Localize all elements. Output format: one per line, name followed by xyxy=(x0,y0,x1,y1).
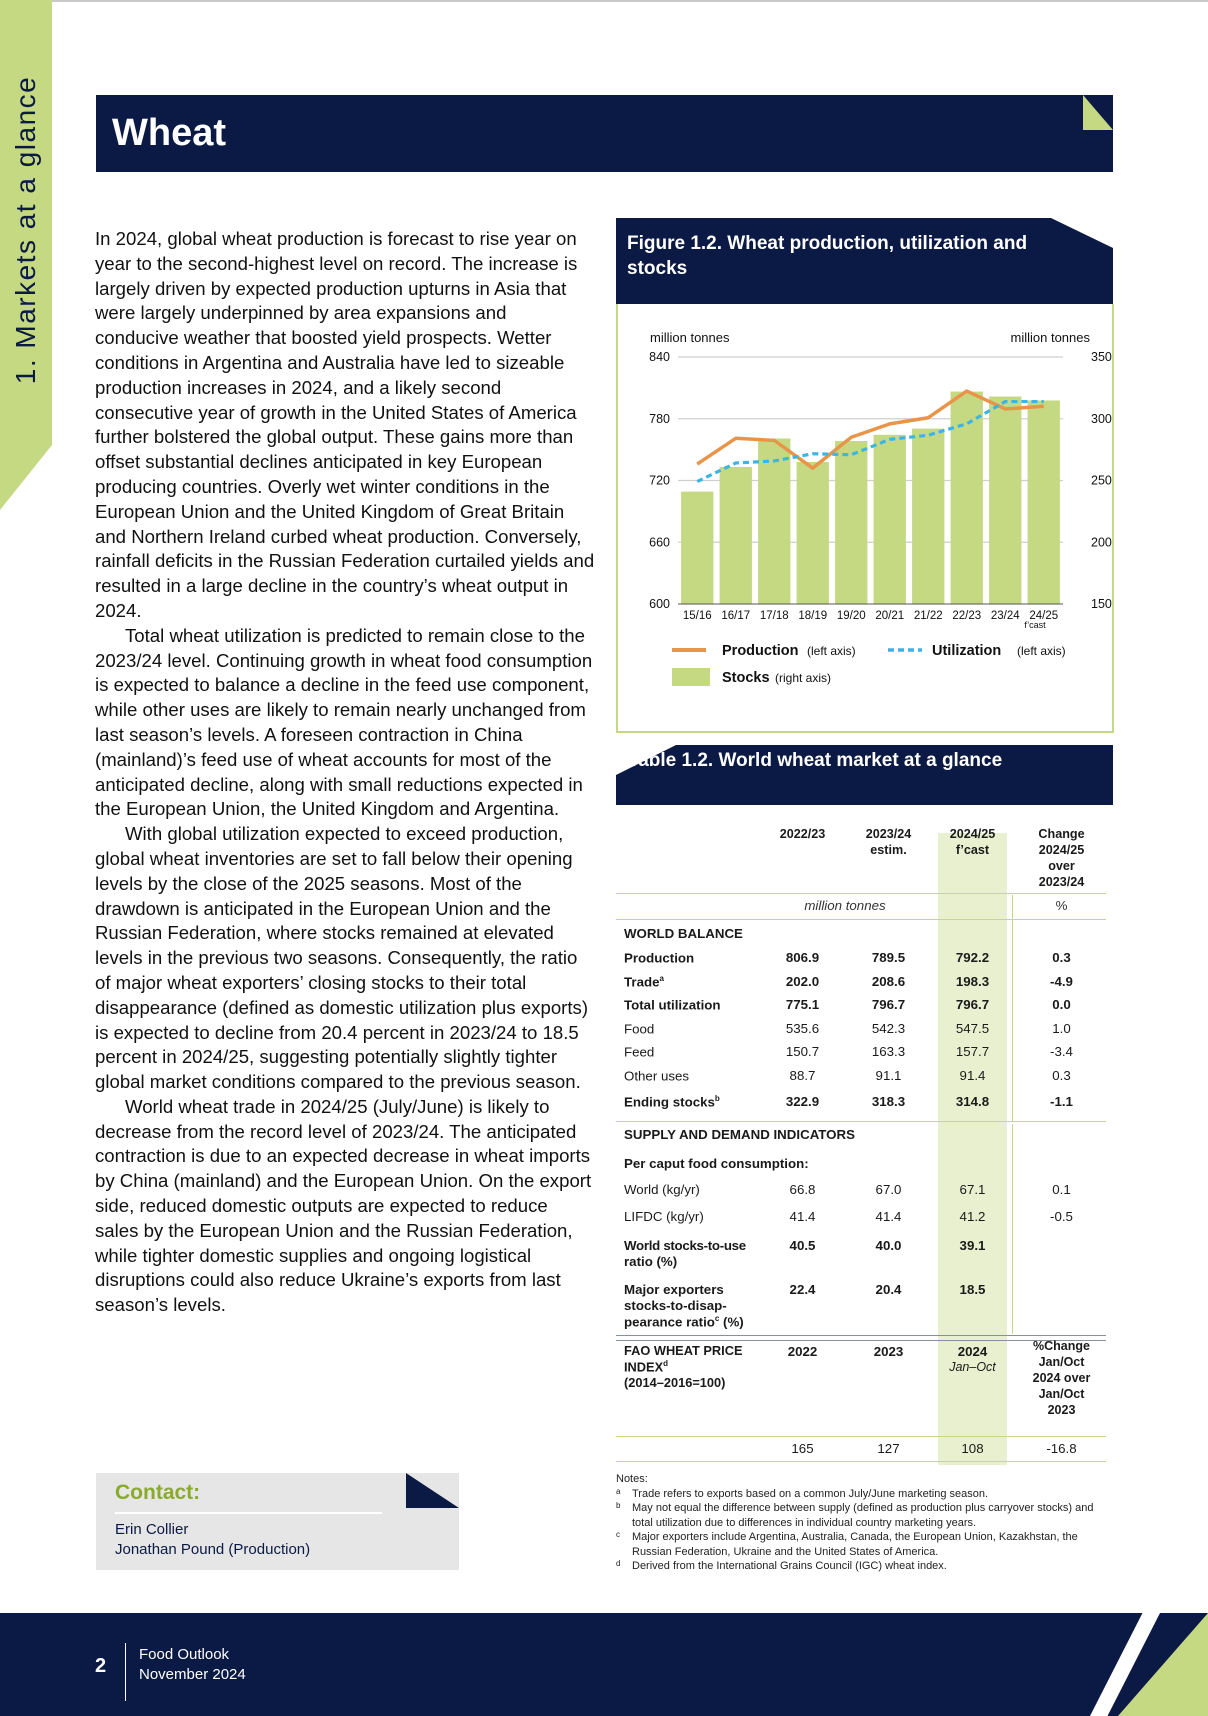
wheat-chart xyxy=(616,304,1112,729)
table-cell: 547.5 xyxy=(955,1020,990,1036)
table-cell: 66.8 xyxy=(789,1182,816,1197)
table-cell: 792.2 xyxy=(955,950,990,965)
y2-tick-label: 300 xyxy=(1091,411,1112,426)
paragraph-2: Total wheat utilization is predicted to remain close to the 2023/24 level. Continuing growth in wheat food consumption is expected to balance a decline in the feed use component, while other uses are likely to remain nearly unchanged from last season’s levels. A foreseen contraction in China (mainland)’s feed use of wheat accounts for most of the anticipated decline, along with small reductions expected in the European Union, the United Kingdom and Argentina. xyxy=(95,624,593,820)
paragraph-1: In 2024, global wheat production is forecast to rise year on year to the second-highest level on record. The increase is largely driven by expected production upturns in Asia that were largely underpinned by area expansions and conducive weather that boosted yield prospects. Wetter conditions in Argentina and Australia have led to sizeable production increases in 2024, and a likely second consecutive year of growth in the United States of America further bolstered the global output. These gains more than offset substantial declines anticipated in key European producing countries. Overly wet winter conditions in the European Union and the United Kingdom of Great Britain and Northern Ireland curbed wheat production. Conversely, rainfall deficits in the Russian Federation curtailed yields and resulted in a large decline in the country’s wheat output in 2024. xyxy=(95,228,595,621)
table-cell: 806.9 xyxy=(785,950,820,965)
title-corner-triangle xyxy=(1083,95,1113,130)
row-label: Total utilization xyxy=(624,997,721,1013)
table-cell: 20.4 xyxy=(875,1282,902,1297)
table-cell: 67.1 xyxy=(959,1182,986,1197)
table-cell: 775.1 xyxy=(785,997,820,1012)
table-cell: 796.7 xyxy=(871,997,906,1012)
ratio-label: pearance ratio$^c$ (%) xyxy=(624,1314,744,1330)
table-cell: -1.1 xyxy=(1050,1094,1073,1109)
ratio-label: Major exporters xyxy=(624,1282,724,1297)
table-rule xyxy=(616,1461,1106,1462)
table-cell: 0.3 xyxy=(1052,950,1071,965)
ratio-label: ratio (%) xyxy=(624,1254,678,1269)
table-cell: 322.9 xyxy=(785,1094,820,1109)
per-caput-heading: Per caput food consumption: xyxy=(624,1156,809,1171)
forecast-note: f’cast xyxy=(1024,620,1046,630)
column-divider xyxy=(1012,1124,1013,1334)
stocks-bar xyxy=(835,441,867,604)
x-tick-label: 18/19 xyxy=(798,610,828,622)
stocks-bar xyxy=(720,467,752,604)
paragraph-4: World wheat trade in 2024/25 (July/June) is likely to decrease from the record level of 2023/24. The anticipated contraction is due to an expected decrease in wheat imports by China (mainland) and the European Union. On the export side, reduced domestic outputs are expected to reduce sales by the European Union and the Russian Federation, while tighter domestic supplies and ongoing logistical disruptions could also reduce Ukraine’s exports from last season’s levels. xyxy=(95,1095,592,1316)
price-index-label: INDEX$^d$ xyxy=(624,1359,668,1375)
stocks-bar xyxy=(758,439,790,604)
right-axis-unit: million tonnes xyxy=(1010,330,1090,345)
table-cell: 0.0 xyxy=(1052,997,1071,1012)
unit-label: million tonnes xyxy=(804,898,886,913)
contact-name: Erin Collier xyxy=(115,1521,189,1538)
y2-tick-label: 200 xyxy=(1091,535,1112,550)
table-cell: 127 xyxy=(877,1441,900,1456)
legend-utilization-axis: (left axis) xyxy=(1017,644,1066,658)
note-item: b May not equal the difference between supply (defined as production plus carryover stocks) and total utilization due to differences in individual country marketing years. xyxy=(616,1501,1094,1529)
x-tick-label: 17/18 xyxy=(759,610,789,622)
contact-box xyxy=(96,1473,459,1570)
table-cell: 1.0 xyxy=(1052,1020,1071,1036)
table-rule xyxy=(616,893,1106,894)
row-label: Other uses xyxy=(624,1067,690,1083)
notes-heading: Notes: xyxy=(616,1473,648,1485)
row-label: Feed xyxy=(624,1044,655,1060)
table-cell: 91.1 xyxy=(875,1067,902,1083)
table-cell: 542.3 xyxy=(871,1020,906,1036)
row-label: World (kg/yr) xyxy=(624,1182,700,1197)
figure-title: Figure 1.2. Wheat production, utilization and stocks xyxy=(627,233,1028,279)
x-tick-label: 19/20 xyxy=(836,610,866,622)
legend-production-label: Production xyxy=(722,643,799,659)
table-cell: 18.5 xyxy=(959,1282,986,1297)
table-rule xyxy=(616,919,1106,920)
row-label: Trade$^a$ xyxy=(624,973,664,989)
contact-name: Jonathan Pound (Production) xyxy=(115,1541,311,1558)
price-year: 2024 xyxy=(957,1344,988,1359)
stocks-bar xyxy=(989,397,1021,604)
column-header: 2023/24 estim. xyxy=(865,827,912,857)
page-title: Wheat xyxy=(112,112,226,154)
footer-divider xyxy=(125,1643,126,1701)
table-cell: 108 xyxy=(961,1441,984,1456)
table-rule xyxy=(616,1436,1106,1437)
table-cell: 318.3 xyxy=(871,1094,906,1109)
change-header: Jan/Oct xyxy=(1038,1355,1085,1369)
title-bar xyxy=(96,95,1113,172)
note-item: d Derived from the International Grains Council (IGC) wheat index. xyxy=(616,1559,947,1572)
table-cell: 314.8 xyxy=(955,1094,990,1109)
table-title: Table 1.2. World wheat market at a glance xyxy=(628,750,1003,771)
legend-production-axis: (left axis) xyxy=(807,644,856,658)
y2-tick-label: 250 xyxy=(1091,473,1112,488)
table-cell: 22.4 xyxy=(789,1282,816,1297)
publication-date: November 2024 xyxy=(139,1666,246,1683)
section-tab-label: 1. Markets at a glance xyxy=(10,75,41,385)
table-cell: 157.7 xyxy=(955,1044,990,1059)
contact-heading: Contact: xyxy=(115,1481,201,1504)
table-cell: 39.1 xyxy=(959,1238,986,1253)
publication-title: Food Outlook xyxy=(139,1646,230,1663)
row-label: Ending stocks$^b$ xyxy=(624,1094,720,1110)
table-header xyxy=(616,745,1113,805)
column-header: 2022/23 xyxy=(779,827,826,841)
left-axis-unit: million tonnes xyxy=(650,330,730,345)
stocks-bar xyxy=(874,435,906,604)
stocks-bar xyxy=(797,462,829,604)
page-number: 2 xyxy=(95,1655,107,1677)
row-label: Production xyxy=(624,950,695,966)
price-year: 2022 xyxy=(787,1344,818,1359)
table-cell: 41.2 xyxy=(959,1208,986,1224)
price-index-label: (2014–2016=100) xyxy=(624,1375,726,1390)
y-tick-label: 660 xyxy=(649,535,670,550)
price-year: 2023 xyxy=(873,1344,904,1359)
stocks-bar xyxy=(681,492,713,604)
contact-rule xyxy=(115,1512,382,1514)
x-tick-label: 24/25 xyxy=(1029,610,1059,622)
table-notes xyxy=(616,1472,1116,1574)
section-heading: WORLD BALANCE xyxy=(624,926,743,941)
table-cell: 0.1 xyxy=(1052,1182,1071,1197)
change-header: Jan/Oct xyxy=(1038,1387,1085,1401)
x-tick-label: 15/16 xyxy=(682,610,712,622)
ratio-label: World stocks-to-use xyxy=(624,1238,746,1253)
change-header: %Change xyxy=(1033,1339,1090,1353)
x-tick-label: 16/17 xyxy=(721,610,751,622)
table-cell: -3.4 xyxy=(1050,1044,1073,1059)
body-text xyxy=(95,227,595,1318)
legend-stocks-axis: (right axis) xyxy=(775,671,832,685)
row-label: LIFDC (kg/yr) xyxy=(624,1208,704,1224)
y-tick-label: 600 xyxy=(649,597,670,611)
note-item: c Major exporters include Argentina, Australia, Canada, the European Union, Kazakhstan, the Russian Federation, Ukraine and the United States of America. xyxy=(616,1530,1078,1558)
table-cell: 163.3 xyxy=(871,1044,906,1059)
y-tick-label: 720 xyxy=(649,473,670,488)
column-header: Change 2024/25 over 2023/24 xyxy=(1038,827,1085,889)
legend-stocks-label: Stocks xyxy=(722,670,770,686)
table-cell: 40.5 xyxy=(789,1238,816,1253)
table-cell: 165 xyxy=(791,1441,814,1456)
page-footer xyxy=(0,1613,1208,1716)
contact-corner-triangle xyxy=(406,1473,459,1508)
top-rule xyxy=(0,0,1208,2)
x-tick-label: 22/23 xyxy=(952,610,982,622)
y-tick-label: 840 xyxy=(649,350,670,364)
table-cell: 40.0 xyxy=(875,1238,902,1253)
column-divider xyxy=(1012,895,1013,1121)
y2-tick-label: 350 xyxy=(1091,350,1112,364)
x-tick-label: 21/22 xyxy=(913,610,943,622)
row-label: Food xyxy=(624,1020,655,1036)
change-header: 2024 over xyxy=(1032,1371,1091,1385)
table-cell: 198.3 xyxy=(955,973,990,989)
table-cell: -16.8 xyxy=(1046,1441,1077,1456)
section-heading: SUPPLY AND DEMAND INDICATORS xyxy=(624,1127,856,1142)
table-cell: 150.7 xyxy=(785,1044,820,1059)
table-cell: 0.3 xyxy=(1052,1067,1071,1083)
table-cell: 796.7 xyxy=(955,997,990,1012)
table-cell: 67.0 xyxy=(875,1182,902,1197)
table-cell: 208.6 xyxy=(871,973,906,989)
column-header: 2024/25 f’cast xyxy=(949,827,996,857)
x-tick-label: 20/21 xyxy=(875,610,905,622)
y-tick-label: 780 xyxy=(649,411,670,426)
table-cell: 202.0 xyxy=(785,973,820,989)
table-cell: 41.4 xyxy=(789,1208,816,1224)
change-header: 2023 xyxy=(1047,1403,1076,1417)
ratio-label: stocks-to-disap- xyxy=(624,1298,727,1313)
legend-utilization-label: Utilization xyxy=(932,643,1002,659)
table-cell: 88.7 xyxy=(789,1067,816,1083)
stocks-bars xyxy=(681,392,1060,604)
stocks-bar xyxy=(1028,400,1060,604)
table-cell: 535.6 xyxy=(785,1020,820,1036)
table-cell: -4.9 xyxy=(1050,973,1073,989)
table-cell: 41.4 xyxy=(875,1208,902,1224)
table-rule xyxy=(616,1121,1106,1122)
figure-header xyxy=(616,218,1113,304)
x-tick-label: 23/24 xyxy=(990,610,1020,622)
table-cell: 91.4 xyxy=(959,1067,986,1083)
stocks-bar xyxy=(912,429,944,604)
table-cell: -0.5 xyxy=(1050,1208,1073,1224)
stocks-bar xyxy=(951,392,983,604)
y2-tick-label: 150 xyxy=(1091,597,1112,611)
price-period: Jan–Oct xyxy=(949,1360,996,1374)
table-cell: 789.5 xyxy=(871,950,906,965)
price-index-label: FAO WHEAT PRICE xyxy=(624,1343,743,1358)
legend-stocks-swatch xyxy=(672,668,710,686)
unit-label: % xyxy=(1055,898,1068,913)
note-item: a Trade refers to exports based on a common July/June marketing season. xyxy=(616,1486,989,1500)
paragraph-3: With global utilization expected to exceed production, global wheat inventories are set to fall below their opening levels by the close of the 2025 seasons. Most of the drawdown is anticipated in the European Union and the Russian Federation, where stocks remained at elevated levels in the previous two seasons. Consequently, the ratio of major wheat exporters’ closing stocks to their total disappearance (defined as domestic utilization plus exports) is expected to decline from 20.4 percent in 2023/24 to 18.5 percent in 2024/25, suggesting potentially slightly tighter global market conditions compared to the previous season. xyxy=(95,823,589,1093)
